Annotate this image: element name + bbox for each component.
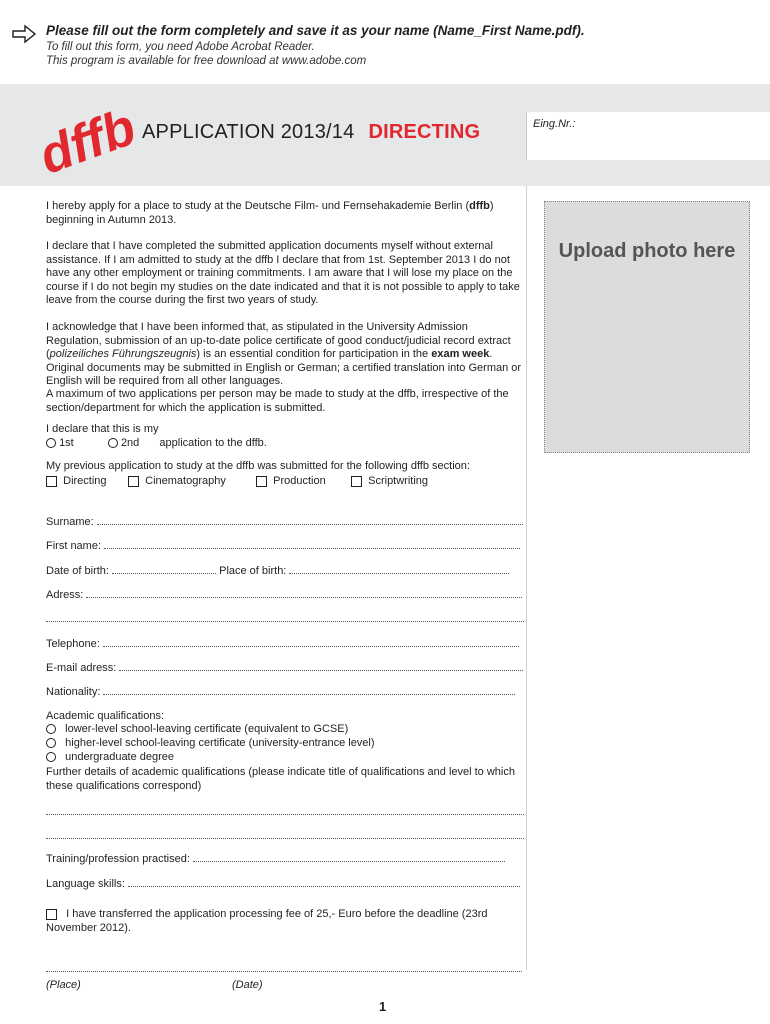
checkbox[interactable]: [128, 476, 139, 487]
paragraph-apply: I hereby apply for a place to study at the Deutsche Film- und Fernsehakademie Berlin (dffb) beginning in Autumn 2013.: [46, 200, 494, 226]
arrow-right-icon: [12, 25, 36, 43]
fee-text: I have transferred the application processing fee of 25,- Euro before the deadline (23rd November 2012).: [46, 908, 488, 934]
date-label: (Date): [232, 979, 263, 991]
surname-label: Surname:: [46, 516, 94, 528]
form-instructions: [46, 22, 585, 68]
birth-fields: [46, 565, 526, 577]
radio-1st[interactable]: [46, 438, 56, 448]
column-divider: [526, 186, 527, 970]
prev-option-cinematography[interactable]: Cinematography: [128, 475, 226, 487]
first-name-line[interactable]: [104, 547, 520, 549]
dob-label: Date of birth:: [46, 565, 109, 577]
academic-details-line-2[interactable]: [46, 830, 526, 842]
application-count-options: [46, 437, 526, 449]
radio-2nd-label: 2nd: [120, 437, 140, 449]
academic-further-details: Further details of academic qualifications (please indicate title of qualifications and level to which these qualifications correspond): [46, 766, 515, 792]
save-instruction: Please fill out the form completely and save it as your name (Name_First Name.pdf).: [46, 23, 585, 38]
language-label: Language skills:: [46, 878, 125, 890]
radio[interactable]: [46, 752, 56, 762]
radio-1st-label: 1st: [59, 437, 74, 449]
eing-nr-field[interactable]: [526, 112, 770, 160]
address-line-2[interactable]: [46, 613, 526, 625]
logo-text: dffb: [31, 98, 144, 186]
application-count-label: I declare that this is my: [46, 423, 159, 435]
download-info: This program is available for free download at www.adobe.com: [46, 55, 367, 67]
photo-upload-area[interactable]: [544, 201, 750, 453]
reader-requirement: To fill out this form, you need Adobe Acrobat Reader.: [46, 41, 315, 53]
photo-upload-label: Upload photo here: [558, 240, 736, 262]
email-line[interactable]: [119, 669, 523, 671]
training-label: Training/profession practised:: [46, 853, 190, 865]
paragraph-acknowledge: I acknowledge that I have been informed that, as stipulated in the University Admission Regulation, submission of an up-to-date police certificate of good conduct/judicial record extract (polizeiliches Führungszeugnis) is an essential condition for participation in the exam week. Original documents may be submitted in English or German; a certified translation into German or English will be required from all other languages.: [46, 321, 522, 387]
place-date-line[interactable]: [46, 971, 522, 972]
telephone-field[interactable]: [46, 638, 526, 650]
pob-line[interactable]: [289, 572, 509, 574]
dffb-logo: [31, 98, 144, 186]
prev-option-directing[interactable]: Directing: [46, 475, 107, 487]
academic-option-3[interactable]: undergraduate degree: [46, 751, 526, 763]
checkbox[interactable]: [46, 476, 57, 487]
checkbox[interactable]: [256, 476, 267, 487]
nationality-field[interactable]: [46, 686, 526, 698]
section-title: DIRECTING: [368, 121, 481, 143]
pob-label: Place of birth:: [219, 565, 287, 577]
prev-option-production[interactable]: Production: [256, 475, 326, 487]
fee-confirmation[interactable]: [46, 908, 526, 935]
surname-field[interactable]: [46, 516, 526, 528]
previous-application-label: My previous application to study at the dffb was submitted for the following dffb section:: [46, 460, 470, 472]
telephone-label: Telephone:: [46, 638, 100, 650]
first-name-field[interactable]: [46, 540, 526, 552]
title-text: APPLICATION 2013/14: [142, 121, 355, 143]
address-field[interactable]: [46, 589, 526, 601]
radio[interactable]: [46, 724, 56, 734]
radio-2nd[interactable]: [108, 438, 118, 448]
language-field[interactable]: [46, 878, 526, 890]
academic-details-line-1[interactable]: [46, 806, 526, 818]
nationality-label: Nationality:: [46, 686, 101, 698]
application-count-suffix: application to the dffb.: [159, 437, 267, 449]
paragraph-max-applications: A maximum of two applications per person may be made to study at the dffb, irrespective of the section/department for which the application is submitted.: [46, 388, 509, 414]
address-line[interactable]: [86, 596, 522, 598]
place-label: (Place): [46, 979, 81, 991]
page-number: 1: [379, 999, 387, 1014]
checkbox[interactable]: [351, 476, 362, 487]
academic-option-1[interactable]: lower-level school-leaving certificate (equivalent to GCSE): [46, 723, 526, 735]
address-line-2-dots[interactable]: [46, 620, 524, 622]
telephone-line[interactable]: [103, 645, 519, 647]
first-name-label: First name:: [46, 540, 102, 552]
academic-label: Academic qualifications:: [46, 710, 165, 722]
prev-option-scriptwriting[interactable]: Scriptwriting: [351, 475, 428, 487]
address-label: Adress:: [46, 589, 84, 601]
eing-nr-label: Eing.Nr.:: [533, 118, 576, 130]
academic-option-2[interactable]: higher-level school-leaving certificate (university-entrance level): [46, 737, 526, 749]
paragraph-declaration: I declare that I have completed the submitted application documents myself without external assistance. If I am admitted to study at the dffb I declare that from 1st. September 2013 I do not have any other employment or training commitments. I am aware that I will lose my place on the course if I do not begin my studies on the date indicated and that it is not possible to apply to take leave from the course during the first two years of study.: [46, 240, 520, 306]
dob-line[interactable]: [112, 572, 216, 574]
application-title: [142, 121, 480, 144]
email-label: E-mail adress:: [46, 662, 117, 674]
training-field[interactable]: [46, 853, 526, 865]
surname-line[interactable]: [97, 523, 523, 525]
fee-checkbox[interactable]: [46, 909, 57, 920]
language-line[interactable]: [128, 885, 520, 887]
email-field[interactable]: [46, 662, 526, 674]
nationality-line[interactable]: [103, 693, 515, 695]
training-line[interactable]: [193, 860, 505, 862]
radio[interactable]: [46, 738, 56, 748]
